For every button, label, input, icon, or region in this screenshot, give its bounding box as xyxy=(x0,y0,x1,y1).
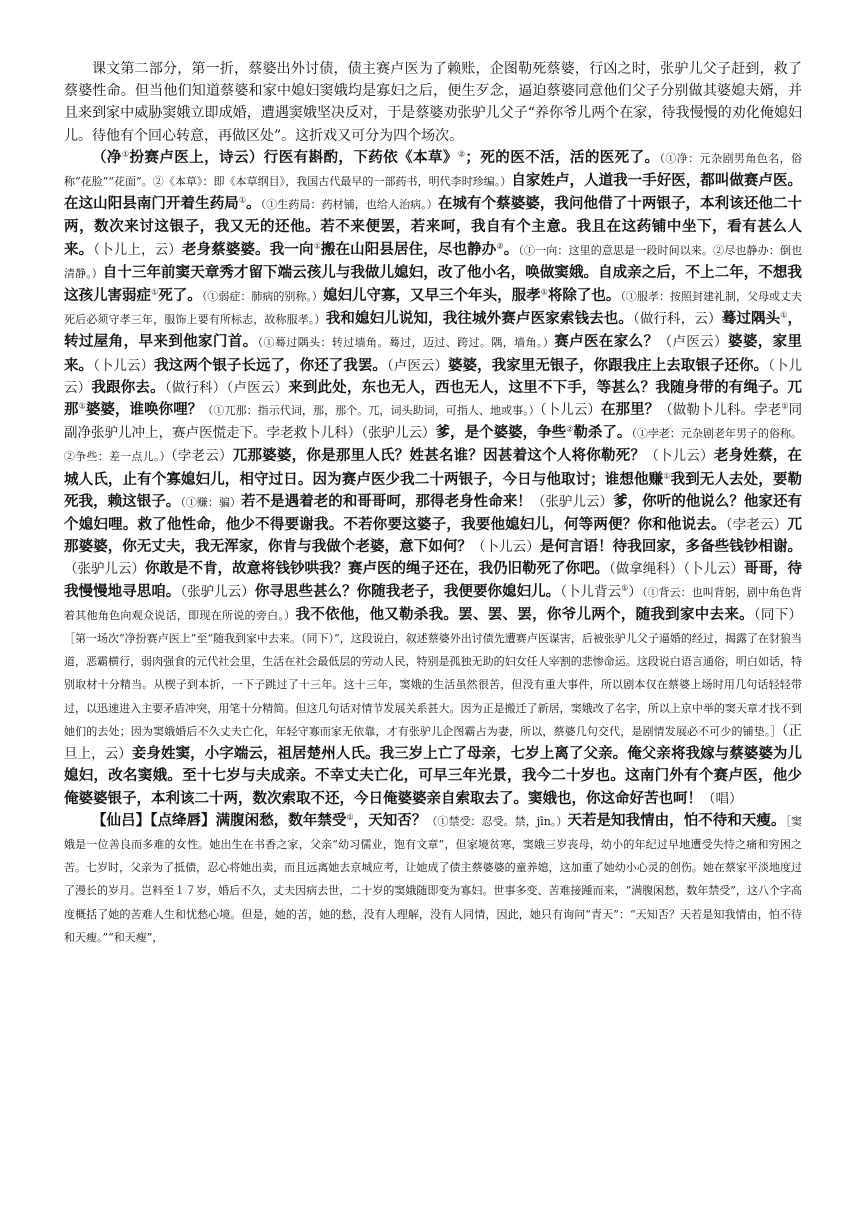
dialogue-text: 死了。 xyxy=(158,288,202,305)
annotation-note: （①兀那：指示代词，那，那个。兀，词头助词，可指人、地或事。） xyxy=(202,404,540,418)
footnote-marker: ① xyxy=(121,149,130,159)
stage-direction: （唱） xyxy=(702,790,743,807)
footnote-marker: ① xyxy=(663,471,671,480)
dialogue-text: 扮赛卢医上，诗云）行医有斟酌，下药依《本草》 xyxy=(129,149,458,166)
stage-direction: （孛老云） xyxy=(170,448,233,465)
stage-direction: （卢医云） xyxy=(386,357,448,374)
dialogue-text: 自十三年前窦天章秀才留下端云孩儿与我做儿媳妇，改了他小名，唤做窦娥。自成亲之后，不上二年，不想我这孩儿害弱症 xyxy=(64,264,803,305)
dialogue-text: 爹，你听的他说么？他家还有个媳妇哩。救了他性命，他少不得要谢我。不若你要这婆子，我要他媳妇儿，何等两便？你和他说去。 xyxy=(64,493,803,534)
intro-paragraph: 课文第二部分，第一折，蔡婆出外讨债，债主赛卢医为了赖账，企图勒死蔡婆，行凶之时，张驴儿父子赶到，救了蔡婆性命。但当他们知道蔡婆和家中媳妇窦娥均是寡妇之后，便生歹念，逼迫蔡婆同意他们父子分别做其婆媳夫婿，并且来到家中威胁窦娥立即成婚，遭遇窦娥坚决反对，于是蔡婆劝张驴儿父子“养你爷儿两个在家，待我慢慢的劝化俺媳妇儿。待他有个回心转意，再做区处”。这折戏又可分为四个场次。 xyxy=(64,61,802,144)
dialogue-text: ，转过屋角，早来到他家门首。 xyxy=(64,311,803,351)
dialogue-text: 媳妇儿守寡，又早三个年头，服孝 xyxy=(322,288,541,305)
footnote-marker: ① xyxy=(238,195,247,205)
dialogue-text: 。 xyxy=(246,196,261,213)
dialogue-text: （净 xyxy=(92,149,122,166)
dialogue-text: 。 xyxy=(503,241,519,258)
dialogue-text: 在城有个蔡婆婆，我问他借了十两银子，本利该还他二十两，数次来讨这银子，我又无的还他。若不来便罢，若来呵，我自有个主意。我且在这药铺中坐下，看有甚么人来。 xyxy=(64,196,803,258)
dialogue-text: 来到此处，东也无人，西也无人，这里不下手，等甚么？我随身带的有绳子。兀那 xyxy=(64,379,803,419)
dialogue-text: 将除了也。 xyxy=(547,288,621,305)
annotation-note: （①净：元杂剧男角色名，俗称“花脸”“花面”。②《本草》：即《本草纲目》，我国古代最早的一部药书，明代李时珍编。） xyxy=(64,151,803,189)
stage-direction: （卜儿云） xyxy=(93,357,155,374)
stage-direction: （卜儿背云 xyxy=(560,583,622,600)
dialogue-text: 蓦过隅头 xyxy=(721,311,781,328)
stage-direction: （卜儿云） xyxy=(539,402,601,419)
dialogue-text: 婆婆，谁唤你哩？ xyxy=(85,402,203,419)
annotation-note: （①生药局：药材铺，也给人治病。） xyxy=(260,198,438,212)
dialogue-text: ；死的医不活，活的医死了。 xyxy=(465,149,660,166)
dialogue-text: 老身蔡婆婆。我一向 xyxy=(181,241,314,258)
stage-direction: （卢医云） xyxy=(658,334,728,351)
dialogue-text: 我跟你去。 xyxy=(91,379,165,396)
stage-direction: （正旦上，云） xyxy=(64,722,802,763)
dialogue-text: 在那里？ xyxy=(600,402,660,419)
footnote-marker: ① xyxy=(540,287,548,297)
dialogue-text: 你敢是不肯，故意将钱钞哄我？赛卢医的绳子还在，我仍旧勒死了你吧。 xyxy=(145,561,609,578)
stage-direction: （同下） xyxy=(753,606,802,623)
dialogue-text: 爹，是个婆婆，争些 xyxy=(435,425,567,442)
dialogue-text: 若不是遇着老的和哥哥呵，那得老身性命来！ xyxy=(241,493,532,510)
dialogue-text: 勒杀了。 xyxy=(573,425,632,442)
stage-direction: （卜儿云） xyxy=(471,539,540,556)
footnote-marker: ② xyxy=(566,424,574,434)
dialogue-text: 自家姓卢，人道我一手好医，都叫做赛卢医。在这山阳县南门开着生药局 xyxy=(64,173,803,213)
dialogue-text: 哥哥，待我慢慢地寻思咱。 xyxy=(64,561,802,600)
dialogue-text: 天若是知我情由，怕不待和天瘦。 xyxy=(567,812,786,829)
dialogue-text: 我这两个银子长远了，你还了我罢。 xyxy=(154,357,387,374)
annotation-note: （①禁受：忍受。禁，jīn。） xyxy=(426,814,568,828)
footnote-marker: ① xyxy=(781,401,789,411)
commentary-text: ［第一场次“净扮赛卢医上”至“随我到家中去来。（同下）”，这段说白，叙述蔡婆外出讨债先遭赛卢医谋害，后被张驴儿父子逼婚的经过，揭露了在豺狼当道，恶霸横行，弱肉强食的元代社会里，生活在社会最低层的劳动人民，特别是孤独无助的妇女任人宰割的悲惨命运。这段说白语言通俗，明白如话，特别取材十分精当。从楔子到本折，一下子跳过了十三年。这十三年，窦娥的生活虽然很苦，但没有重大事件，所以剧本仅在蔡婆上场时用几句话轻轻带过，以迅速进入主要矛盾冲突，用笔十分精简。但这几句话对情节发展关系甚大。因为正是搬迁了新居，窦娥改了名字，所以上京中举的窦天章才找不到她们的去处；因为窦娥婚后不久丈夫亡化，年轻守寡而家无依靠，才有张驴儿企图霸占为妻，所以，蔡婆几句交代，是剧情发展必不可少的铺垫。］ xyxy=(64,632,802,738)
aria-paragraph-dianjiangchun xyxy=(64,810,802,949)
dialogue-text: 兀那婆婆，你无丈夫，我无浑家，你肯与我做个老婆，意下如何？ xyxy=(64,517,803,556)
stage-direction: （做行科，云） xyxy=(633,311,722,328)
annotation-note: （①一向：这里的意思是一段时间以来。②尽也静办：倒也清静。） xyxy=(64,243,803,280)
annotation-note: （①背云：也叫背躬，剧中角色背着其他角色向观众说话，即现在所说的旁白。） xyxy=(64,585,803,622)
dialogue-text: 老身姓蔡，在城人氏，止有个寡媳妇儿，相守过日。因为赛卢医少我二十两银子，今日与他取讨；谁想他赚 xyxy=(64,448,803,488)
commentary-text: ［窦娥是一位善良而多难的女性。她出生在书香之家，父亲“幼习儒业，饱有文章”，但家境贫寒，窦娥三岁丧母，幼小的年纪过早地遭受失恃之痛和穷困之苦。七岁时，父亲为了抵债，忍心将她出卖，而且远离她去京城应考，让她成了债主蔡婆婆的童养媳，这加重了她幼小心灵的创伤。她在蔡家平淡地度过了漫长的岁月。岂料至１７岁，婚后不久，丈夫因病去世，二十岁的窦娥随即变为寡妇。世事多变、苦难接踵而来，“满腹闲愁，数年禁受”，这八个字高度概括了她的苦难人生和忧愁心境。但是，她的苦，她的愁，没有人理解，没有人同情，因此，她只有询问“青天”：“天知否？天若是知我情由，怕不待和天瘦。”“和天瘦”， xyxy=(64,814,803,944)
annotation-note: （①孛老：元杂剧老年男子的俗称。②争些：差一点儿。） xyxy=(64,427,803,464)
stage-direction: （卜儿上，云） xyxy=(93,241,182,258)
annotation-note: （①服孝：按照封建礼制，父母或丈夫死后必须守孝三年，服饰上要有所标志，故称服孝。） xyxy=(64,290,803,327)
stage-direction: （做行科）（卢医云） xyxy=(164,379,289,396)
stage-direction: （张驴儿云） xyxy=(180,583,255,600)
dialogue-text: 我不依他，他又勒杀我。罢、罢、罢，你爷儿两个，随我到家中去来。 xyxy=(295,606,754,623)
dialogue-text: 妾身姓窦，小字端云，祖居楚州人氏。我三岁上亡了母亲，七岁上离了父亲。俺父亲将我嫁与蔡婆婆为儿媳妇，改名窦娥。至十七岁与夫成亲。不幸丈夫亡化，可早三年光景，我今二十岁也。这南门外有个赛卢医，他少俺婆婆银子，本利该二十两，数次索取不还，今日俺婆婆亲自索取去了。窦娥也，你这命好苦也呵！ xyxy=(64,746,803,807)
dialogue-text: 是何言语！待我回家，多备些钱钞相谢。 xyxy=(539,539,803,556)
stage-direction: （张驴儿云） xyxy=(64,561,145,578)
footnote-marker: ① xyxy=(313,240,321,250)
dialogue-text: 搬在山阳县居住，尽也静办 xyxy=(320,241,497,258)
stage-direction: （张驴儿云） xyxy=(531,493,614,510)
footnote-marker: ① xyxy=(151,287,159,297)
dialogue-text: 婆婆，我家里无银子，你跟我庄上去取银子还你。 xyxy=(448,357,769,374)
stage-direction: ） xyxy=(628,583,642,600)
dialogue-text: 赛卢医在家么？ xyxy=(554,334,659,351)
dialogue-text: 兀那婆婆，你是那里人氏？姓甚名谁？因甚着这个人将你勒死？ xyxy=(232,448,646,465)
footnote-marker: ① xyxy=(346,812,354,822)
stage-direction: 同副净张驴儿冲上，赛卢医慌走下。孛老救卜儿科）（张驴儿云） xyxy=(64,402,803,442)
annotation-note: （①蓦过隅头：转过墙角。蓦过，迈过、跨过。隅，墙角。） xyxy=(257,336,555,350)
dialogue-text: 我和媳妇儿说知，我往城外赛卢医家索钱去也。 xyxy=(325,311,633,328)
stage-direction: （卜儿云） xyxy=(645,448,714,465)
stage-direction: （卜儿云） xyxy=(64,357,803,396)
dialogue-text: 你寻思些甚么？你随我老子，我便要你媳妇儿。 xyxy=(254,583,561,600)
dialogue-text: 我到无人去处，要勒死我，赖这银子。 xyxy=(64,471,803,510)
annotation-note: （①赚：骗） xyxy=(180,495,242,509)
footnote-marker: ② xyxy=(457,149,466,159)
footnote-marker: ① xyxy=(621,583,629,593)
dialogue-text: 【仙吕】【点绛唇】满腹闲愁，数年禁受 xyxy=(92,812,347,829)
footnote-marker: ① xyxy=(780,310,788,320)
stage-direction: （孛老云） xyxy=(725,517,788,534)
dialogue-text: 婆婆，家里来。 xyxy=(64,334,803,374)
footnote-marker: ② xyxy=(496,240,504,250)
annotation-note: （①弱症：肺病的别称。） xyxy=(201,290,323,304)
stage-direction: （做勒卜儿科。孛老 xyxy=(659,402,782,419)
footnote-marker: ① xyxy=(78,401,86,411)
dialogue-text: ，天知否？ xyxy=(353,812,427,829)
script-paragraph-act-one xyxy=(64,147,802,810)
stage-direction: （做拿绳科）（卜儿云） xyxy=(609,561,744,578)
